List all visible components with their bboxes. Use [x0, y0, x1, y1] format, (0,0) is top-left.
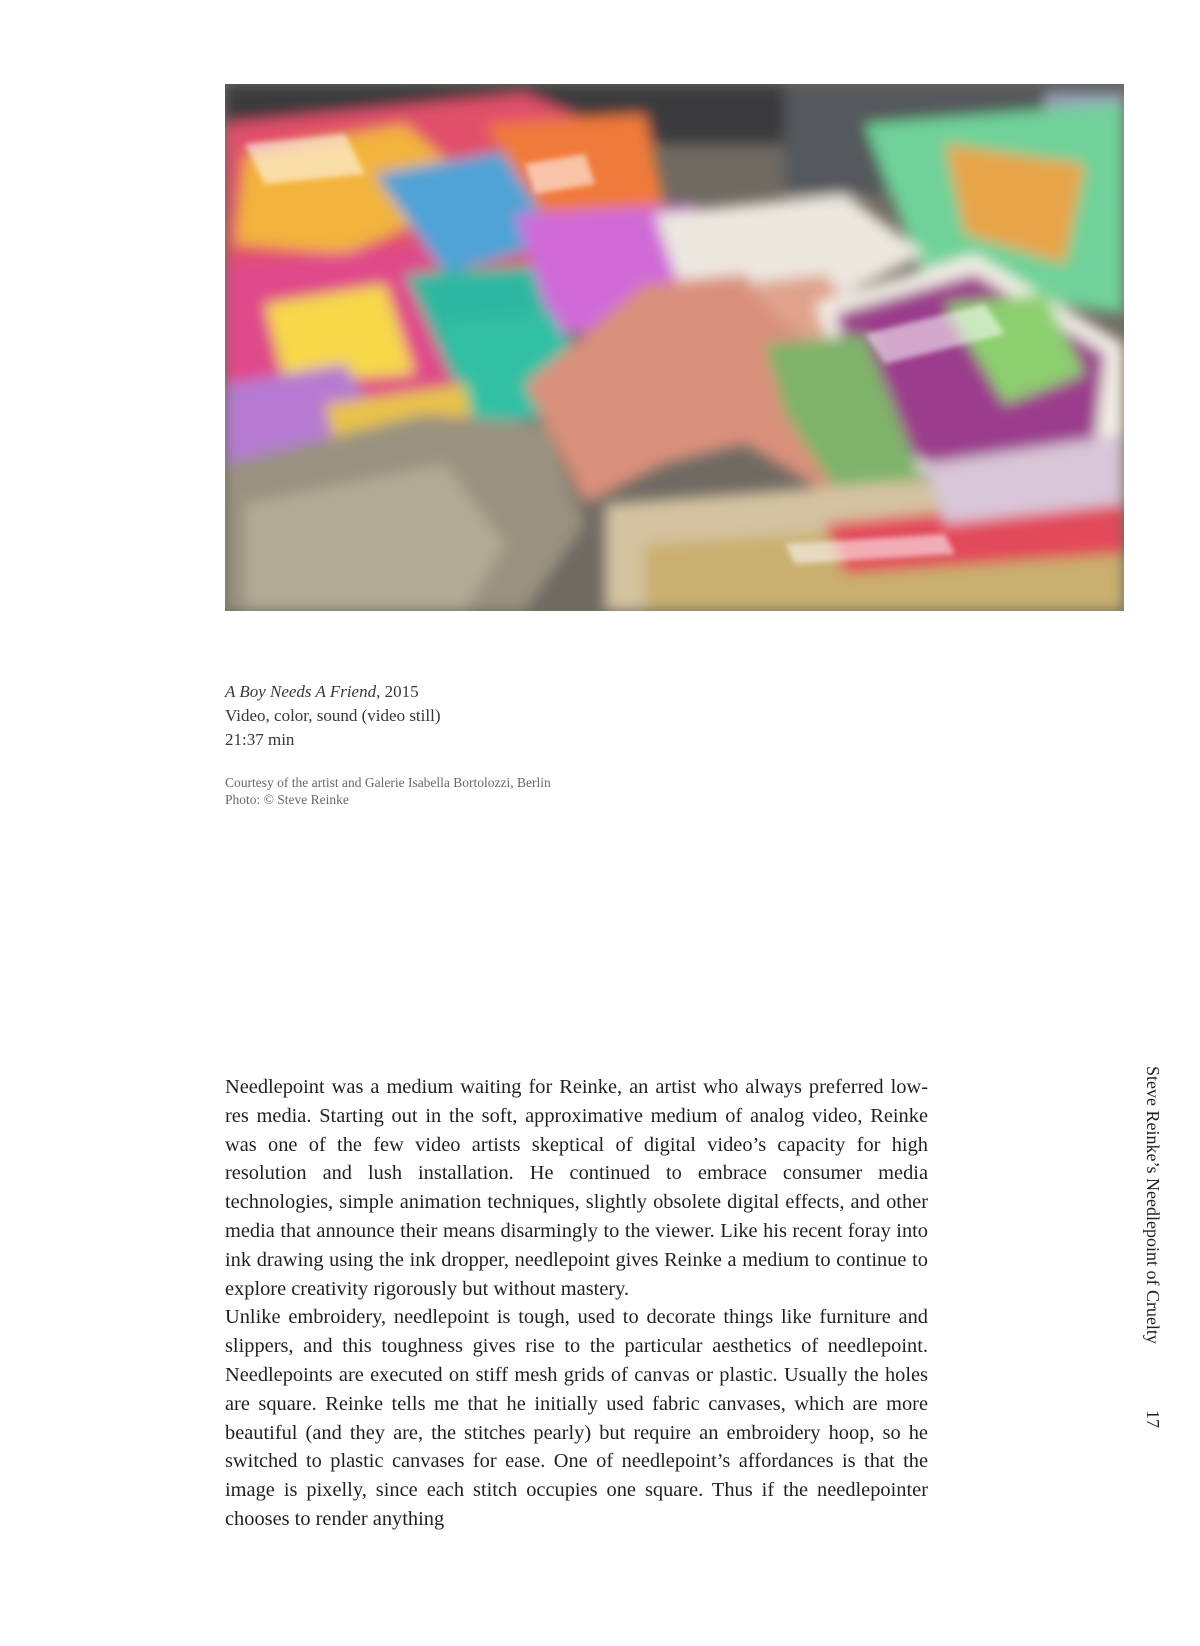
image-credits: [225, 774, 925, 808]
body-text: [225, 1073, 928, 1534]
artwork-title: A Boy Needs A Friend: [225, 682, 377, 701]
running-head: Steve Reinke’s Needlepoint of Cruelty: [1143, 1066, 1163, 1344]
body-paragraph: Unlike embroidery, needlepoint is tough, used to decorate things like furniture and slippers, and this toughness gives rise to the particular aesthetics of needlepoint. Needlepoints are executed on stiff mesh grids of canvas or plastic. Usually the holes are square. Reinke tells me that he initially used fabric canvases, which are more beautiful (and they are, the stitches pearly) but require an embroidery hoop, so he switched to plastic canvases for ease. One of needlepoint’s affordances is that the image is pixelly, since each stitch occupies one square. Thus if the needlepointer chooses to render anything: [225, 1306, 928, 1530]
video-still-image: [225, 84, 1124, 611]
photo-credit-line: Photo: © Steve Reinke: [225, 792, 349, 807]
courtesy-line: Courtesy of the artist and Galerie Isabella Bortolozzi, Berlin: [225, 775, 551, 790]
figure-caption: [225, 680, 925, 752]
artwork-medium: Video, color, sound (video still): [225, 706, 441, 725]
artwork-year: , 2015: [376, 682, 419, 701]
caption-title-line: [225, 680, 925, 704]
body-paragraph: Needlepoint was a medium waiting for Reinke, an artist who always preferred low-res media. Starting out in the soft, approximative medium of analog video, Reinke was one of the few video artists skeptical of digital video’s capacity for high resolution and lush installation. He continued to embrace consumer media technologies, simple animation techniques, slightly obsolete digital effects, and other media that announce their means disarmingly to the viewer. Like his recent foray into ink drawing using the ink dropper, needlepoint gives Reinke a medium to continue to explore creativity rigorously but without mastery.: [225, 1076, 928, 1300]
artwork-duration: 21:37 min: [225, 730, 295, 749]
page-number: 17: [1143, 1410, 1163, 1428]
